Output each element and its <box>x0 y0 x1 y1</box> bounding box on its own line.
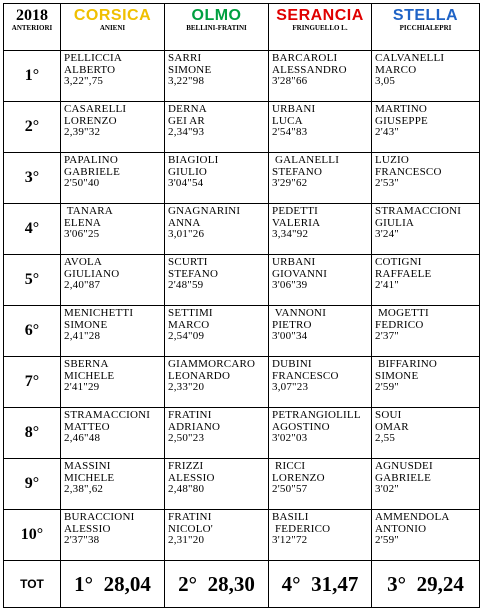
athlete-name: ALESSANDRO <box>272 63 347 76</box>
team-name: OLMO <box>191 7 242 24</box>
rank-cell: 2° <box>4 102 61 153</box>
athlete-name: SIMONE <box>64 318 108 331</box>
athlete-name: SIMONE <box>375 369 419 382</box>
athlete-surname: MOGETTI <box>375 307 429 319</box>
athlete-surname: AGNUSDEI <box>375 460 433 472</box>
athlete-cell <box>165 153 269 204</box>
athlete-surname: SETTIMI <box>168 307 213 319</box>
athlete-name: OMAR <box>375 420 409 433</box>
athlete-cell <box>61 204 165 255</box>
athlete-surname: SARRI <box>168 52 202 64</box>
athlete-name: GIULIO <box>168 165 208 178</box>
athlete-time: 3'04"54 <box>168 177 204 189</box>
athlete-cell <box>165 510 269 561</box>
athlete-time: 3,34"92 <box>272 228 309 240</box>
athlete-surname: BASILI <box>272 511 309 523</box>
athlete-time: 3'06"25 <box>64 228 100 240</box>
athlete-name: GIULIA <box>375 216 415 229</box>
athlete-time: 2'48"59 <box>168 279 204 291</box>
result-row <box>4 255 480 306</box>
athlete-surname: BIAGIOLI <box>168 154 219 166</box>
athlete-time: 2,48"80 <box>168 483 205 495</box>
athlete-time: 2'41" <box>375 279 399 291</box>
athlete-time: 2,41"28 <box>64 330 101 342</box>
category-label: ANTERIORI <box>11 24 53 32</box>
athlete-surname: LUZIO <box>375 154 409 166</box>
athlete-surname: MARTINO <box>375 103 428 115</box>
athlete-cell <box>165 408 269 459</box>
athlete-cell <box>269 357 372 408</box>
athlete-time: 2'53" <box>375 177 399 189</box>
result-row <box>4 51 480 102</box>
athlete-cell <box>372 51 480 102</box>
rank-cell: 5° <box>4 255 61 306</box>
athlete-surname: AVOLA <box>64 256 103 268</box>
result-row <box>4 306 480 357</box>
athlete-surname: FRATINI <box>168 511 212 523</box>
athlete-name: ANTONIO <box>375 522 427 535</box>
athlete-name: GIUSEPPE <box>375 114 428 127</box>
athlete-surname: GALANELLI <box>272 154 340 166</box>
athlete-cell <box>165 204 269 255</box>
athlete-surname: TANARA <box>64 205 113 217</box>
athlete-name: NICOLO' <box>168 522 213 535</box>
athlete-time: 2'37"38 <box>64 534 100 546</box>
athlete-name: FRANCESCO <box>375 165 442 178</box>
athlete-name: STEFANO <box>168 267 219 280</box>
athlete-name: GIULIANO <box>64 267 120 280</box>
rank-cell: 4° <box>4 204 61 255</box>
athlete-surname: PELLICCIA <box>64 52 123 64</box>
result-row <box>4 459 480 510</box>
athlete-surname: CALVANELLI <box>375 52 445 64</box>
athlete-surname: PAPALINO <box>64 154 118 166</box>
team-name: STELLA <box>392 7 459 24</box>
team-header-stella <box>372 4 480 51</box>
athlete-cell <box>165 255 269 306</box>
athlete-cell <box>372 510 480 561</box>
athlete-cell <box>269 459 372 510</box>
team-header-serancia <box>269 4 372 51</box>
athlete-cell <box>269 204 372 255</box>
athlete-name: GABRIELE <box>64 165 120 178</box>
rank-cell: 3° <box>4 153 61 204</box>
athlete-time: 3,22"98 <box>168 75 205 87</box>
team-sub: BELLINI-FRATINI <box>186 24 247 32</box>
athlete-cell <box>269 51 372 102</box>
athlete-surname: FRIZZI <box>168 460 204 472</box>
athlete-cell <box>61 51 165 102</box>
athlete-name: VALERIA <box>272 216 321 229</box>
athlete-name: MARCO <box>375 63 417 76</box>
athlete-name: ALBERTO <box>64 63 116 76</box>
athlete-name: SIMONE <box>168 63 212 76</box>
rank-cell: 1° <box>4 51 61 102</box>
result-row <box>4 204 480 255</box>
athlete-time: 2,39"32 <box>64 126 101 138</box>
header-row <box>4 4 480 51</box>
athlete-time: 2'59" <box>375 381 399 393</box>
athlete-surname: SOUI <box>375 409 402 421</box>
rank-cell: 10° <box>4 510 61 561</box>
year-cell <box>4 4 61 51</box>
athlete-name: ELENA <box>64 216 102 229</box>
athlete-name: ANNA <box>168 216 201 229</box>
athlete-cell <box>372 204 480 255</box>
athlete-cell <box>61 459 165 510</box>
total-label: TOT <box>4 561 61 608</box>
results-table <box>3 3 480 608</box>
athlete-time: 2'50"57 <box>272 483 308 495</box>
total-value: 2° 28,30 <box>165 561 269 608</box>
athlete-cell <box>372 459 480 510</box>
athlete-cell <box>269 510 372 561</box>
athlete-name: LORENZO <box>272 471 325 484</box>
athlete-name: GEI AR <box>168 114 205 127</box>
athlete-cell <box>61 408 165 459</box>
athlete-name: MICHELE <box>64 369 115 382</box>
athlete-name: FEDERICO <box>272 522 331 535</box>
rank-cell: 9° <box>4 459 61 510</box>
athlete-cell <box>61 357 165 408</box>
team-name: CORSICA <box>73 7 152 24</box>
athlete-time: 2,50"23 <box>168 432 205 444</box>
athlete-name: MATTEO <box>64 420 110 433</box>
athlete-cell <box>372 306 480 357</box>
athlete-cell <box>372 102 480 153</box>
athlete-name: STEFANO <box>272 165 323 178</box>
athlete-time: 2,34"93 <box>168 126 205 138</box>
athlete-cell <box>269 102 372 153</box>
athlete-cell <box>61 102 165 153</box>
athlete-time: 3,07"23 <box>272 381 309 393</box>
athlete-time: 3'02"03 <box>272 432 308 444</box>
athlete-surname: VANNONI <box>272 307 327 319</box>
athlete-cell <box>61 153 165 204</box>
athlete-surname: AMMENDOLA <box>375 511 450 523</box>
team-sub: FRINGUELLO L. <box>292 24 348 32</box>
team-sub: ANIENI <box>99 24 126 32</box>
athlete-name: GABRIELE <box>375 471 431 484</box>
athlete-name: FEDRICO <box>375 318 424 331</box>
team-sub: PICCHIALEPRI <box>399 24 452 32</box>
athlete-surname: PETRANGIOLILL <box>272 409 361 421</box>
year-label: 2018 <box>16 7 48 24</box>
athlete-time: 2,46"48 <box>64 432 101 444</box>
athlete-surname: URBANI <box>272 256 316 268</box>
athlete-surname: FRATINI <box>168 409 212 421</box>
athlete-surname: BIFFARINO <box>375 358 438 370</box>
athlete-surname: CASARELLI <box>64 103 127 115</box>
athlete-time: 2'41"29 <box>64 381 100 393</box>
athlete-name: LEONARDO <box>168 369 231 382</box>
result-row <box>4 102 480 153</box>
athlete-surname: PEDETTI <box>272 205 319 217</box>
athlete-time: 2'43" <box>375 126 399 138</box>
rank-cell: 8° <box>4 408 61 459</box>
athlete-time: 3'28"66 <box>272 75 308 87</box>
team-header-olmo <box>165 4 269 51</box>
athlete-name: PIETRO <box>272 318 312 331</box>
athlete-time: 3'00"34 <box>272 330 308 342</box>
athlete-cell <box>165 306 269 357</box>
athlete-surname: RICCI <box>272 460 306 472</box>
athlete-time: 3'29"62 <box>272 177 308 189</box>
athlete-surname: STRAMACCIONI <box>375 205 462 217</box>
athlete-time: 2,31"20 <box>168 534 205 546</box>
athlete-name: LUCA <box>272 114 303 127</box>
athlete-time: 3'12"72 <box>272 534 308 546</box>
athlete-time: 2'50"40 <box>64 177 100 189</box>
athlete-cell <box>61 510 165 561</box>
athlete-time: 2'37" <box>375 330 399 342</box>
athlete-surname: COTIGNI <box>375 256 422 268</box>
athlete-cell <box>269 306 372 357</box>
athlete-time: 2,33"20 <box>168 381 205 393</box>
result-row <box>4 510 480 561</box>
athlete-cell <box>269 408 372 459</box>
athlete-cell <box>165 357 269 408</box>
athlete-time: 3,22",75 <box>64 75 104 87</box>
total-value: 3° 29,24 <box>372 561 480 608</box>
athlete-time: 3'02" <box>375 483 399 495</box>
athlete-cell <box>372 408 480 459</box>
athlete-name: ALESSIO <box>64 522 111 535</box>
athlete-name: ALESSIO <box>168 471 215 484</box>
athlete-surname: SBERNA <box>64 358 109 370</box>
athlete-cell <box>165 459 269 510</box>
result-row <box>4 357 480 408</box>
team-name: SERANCIA <box>276 7 364 24</box>
athlete-surname: STRAMACCIONI <box>64 409 151 421</box>
total-value: 1° 28,04 <box>61 561 165 608</box>
athlete-time: 2'59" <box>375 534 399 546</box>
athlete-surname: MASSINI <box>64 460 111 472</box>
athlete-surname: GNAGNARINI <box>168 205 241 217</box>
athlete-time: 3,01"26 <box>168 228 205 240</box>
result-row <box>4 408 480 459</box>
athlete-surname: BURACCIONI <box>64 511 135 523</box>
athlete-name: FRANCESCO <box>272 369 339 382</box>
athlete-surname: URBANI <box>272 103 316 115</box>
athlete-surname: SCURTI <box>168 256 208 268</box>
athlete-time: 3'06"39 <box>272 279 308 291</box>
athlete-name: AGOSTINO <box>272 420 330 433</box>
athlete-surname: MENICHETTI <box>64 307 134 319</box>
athlete-name: LORENZO <box>64 114 117 127</box>
athlete-time: 2,54"09 <box>168 330 205 342</box>
athlete-cell <box>372 153 480 204</box>
athlete-name: RAFFAELE <box>375 267 432 280</box>
athlete-cell <box>269 153 372 204</box>
athlete-surname: DUBINI <box>272 358 312 370</box>
athlete-time: 3,05 <box>375 75 396 87</box>
athlete-cell <box>269 255 372 306</box>
athlete-time: 2,40"87 <box>64 279 101 291</box>
rank-cell: 6° <box>4 306 61 357</box>
athlete-surname: BARCAROLI <box>272 52 338 64</box>
athlete-cell <box>165 51 269 102</box>
athlete-name: GIOVANNI <box>272 267 328 280</box>
result-row <box>4 153 480 204</box>
athlete-name: MARCO <box>168 318 210 331</box>
athlete-cell <box>61 255 165 306</box>
athlete-surname: GIAMMORCARO <box>168 358 256 370</box>
rank-cell: 7° <box>4 357 61 408</box>
total-value: 4° 31,47 <box>269 561 372 608</box>
athlete-time: 2'54"83 <box>272 126 308 138</box>
athlete-name: MICHELE <box>64 471 115 484</box>
athlete-cell <box>61 306 165 357</box>
athlete-cell <box>372 357 480 408</box>
athlete-time: 3'24" <box>375 228 399 240</box>
athlete-surname: DERNA <box>168 103 207 115</box>
athlete-name: ADRIANO <box>168 420 221 433</box>
team-header-corsica <box>61 4 165 51</box>
athlete-cell <box>372 255 480 306</box>
athlete-time: 2,55 <box>375 432 396 444</box>
athlete-cell <box>165 102 269 153</box>
athlete-time: 2,38",62 <box>64 483 104 495</box>
total-row <box>4 561 480 608</box>
